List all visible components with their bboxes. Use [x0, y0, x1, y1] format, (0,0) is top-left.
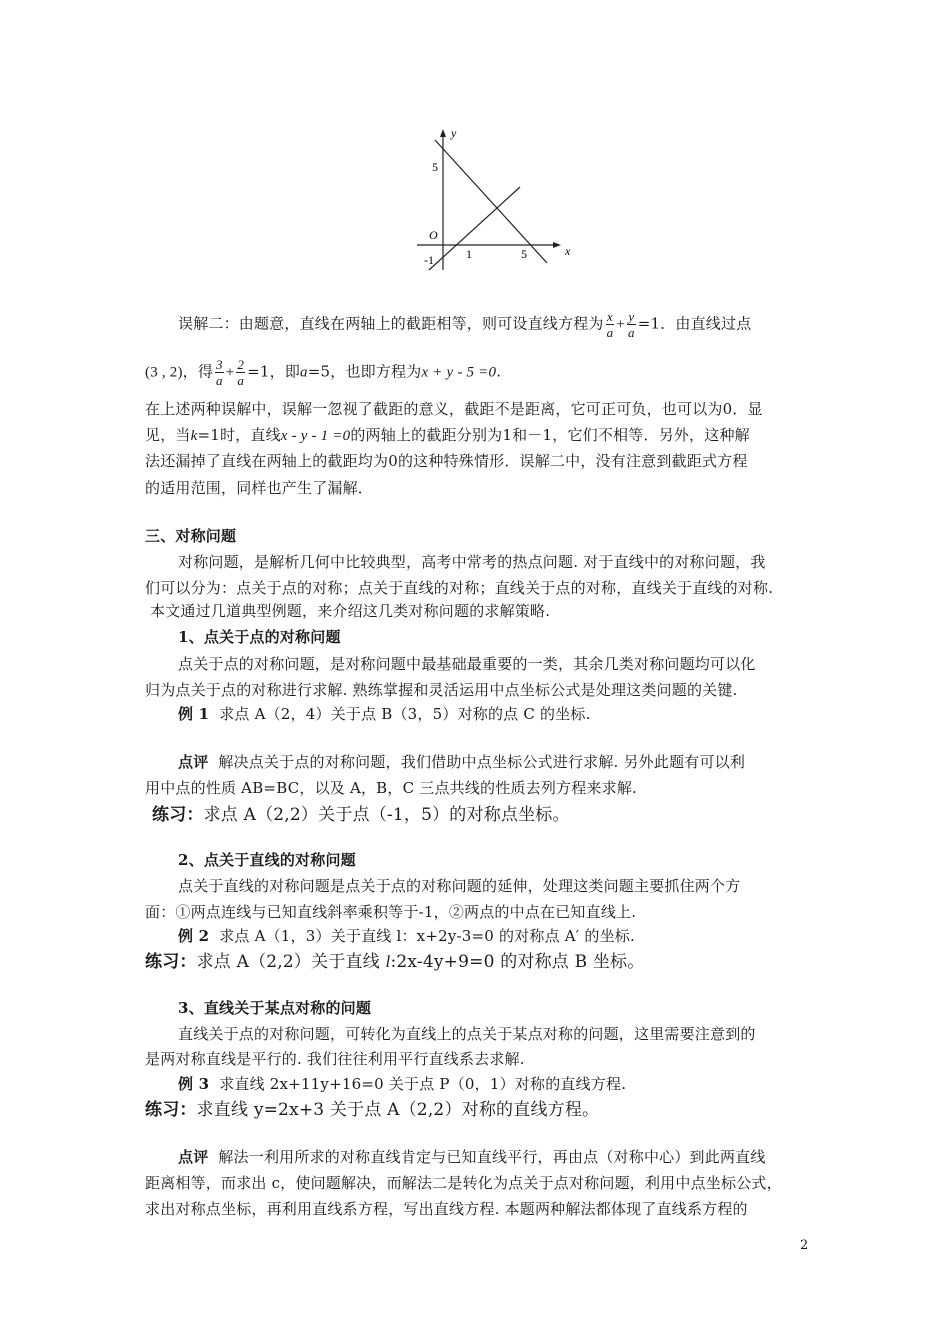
equation-x-y-5: x + y - 5 =0 [421, 364, 497, 381]
example3-text: 求直线 2x+11y+16=0 关于点 P（0，1）对称的直线方程. [219, 1075, 627, 1093]
sub2-heading: 2、点关于直线的对称问题 [178, 851, 356, 869]
plus-sign: + [616, 316, 625, 333]
var-k: k [190, 428, 198, 444]
example3-label: 例 3 [178, 1075, 210, 1093]
fraction-3-over-a [215, 357, 224, 388]
practice1 [152, 800, 570, 825]
frac-num: 2 [237, 357, 245, 372]
comment3-label: 点评 [178, 1148, 209, 1166]
wrong2-text6: . [496, 362, 502, 381]
wrong2-text4: =1，即 [247, 362, 301, 381]
analysis-text-b: =1时，直线 [197, 426, 281, 444]
analysis-line3: 法还漏掉了直线在两轴上的截距均为0的这种特殊情形．误解二中，没有注意到截距式方程 [145, 452, 748, 470]
wrong2-line2 [145, 357, 501, 388]
wrong2-text1: 误解二：由题意，直线在两轴上的截距相等，则可设直线方程为 [178, 314, 604, 333]
tick-y5: 5 [432, 160, 438, 174]
frac-den: a [627, 325, 635, 340]
sub2-p1: 点关于直线的对称问题是点关于点的对称问题的延伸，处理这类问题主要抓住两个方 [178, 877, 741, 895]
example1-label: 例 1 [178, 705, 210, 723]
plus-sign: + [225, 364, 235, 381]
practice2-text-a: 求点 A（2,2）关于直线 [196, 952, 386, 972]
comment1-line2: 用中点的性质 AB=BC，以及 A，B，C 三点共线的性质去列方程来求解. [145, 779, 638, 797]
sub1-heading: 1、点关于点的对称问题 [178, 628, 341, 646]
section3-heading: 三、对称问题 [145, 527, 237, 545]
frac-den: a [237, 373, 245, 388]
x-axis-arrow [553, 242, 561, 248]
section3-intro1: 对称问题，是解析几何中比较典型，高考中常考的热点问题. 对于直线中的对称问题，我 [178, 553, 766, 571]
practice1-text: 求点 A（2,2）关于点（-1，5）的对称点坐标。 [203, 805, 570, 825]
frac-num: x [606, 309, 613, 324]
fraction-2-over-a [236, 357, 245, 388]
analysis-text-a: 见，当 [145, 426, 191, 444]
comment3-line2: 距离相等，而求出 c，使问题解决，而解法二是转化为点关于点对称问题，利用中点坐标公式， [145, 1174, 782, 1192]
section3-intro2: 们可以分为：点关于点的对称；点关于直线的对称；直线关于点的对称，直线关于直线的对称. [145, 579, 774, 597]
var-a: a [300, 364, 308, 381]
var-l: l [385, 952, 391, 971]
equation-x-y-1: x - y - 1 =0 [280, 428, 351, 444]
comment1-line1 [178, 751, 745, 772]
wrong2-line1 [178, 309, 751, 340]
frac-num: 3 [216, 357, 223, 372]
fraction-x-over-a [606, 309, 615, 340]
comment3-line3: 求出对称点坐标，再利用直线系方程，写出直线方程. 本题两种解法都体现了直线系方程的 [145, 1200, 748, 1218]
practice2 [145, 947, 645, 972]
sub2-p2: 面：①两点连线与已知直线斜率乘积等于-1，②两点的中点在已知直线上. [145, 903, 637, 921]
analysis-line4: 的适用范围，同样也产生了漏解． [145, 479, 374, 497]
wrong2-text5: =5，也即方程为 [307, 362, 422, 381]
practice2-text-b: :2x-4y+9=0 的对称点 B 坐标。 [390, 952, 645, 972]
sub3-heading: 3、直线关于某点对称的问题 [178, 999, 372, 1017]
practice2-label: 练习： [145, 952, 197, 972]
example1-text: 求点 A（2，4）关于点 B（3，5）对称的点 C 的坐标. [219, 705, 591, 723]
frac-den: a [216, 373, 223, 388]
practice1-label: 练习： [152, 805, 204, 825]
example3 [178, 1073, 626, 1094]
sub3-p1: 直线关于点的对称问题，可转化为直线上的点关于某点对称的问题，这里需要注意到的 [178, 1025, 756, 1043]
tick-x5: 5 [521, 247, 527, 261]
analysis-line2 [145, 424, 750, 445]
sub1-p2: 归为点关于点的对称进行求解. 熟练掌握和灵活运用中点坐标公式是处理这类问题的关键. [145, 681, 738, 699]
analysis-text-c: 的两轴上的截距分别为1和－1，它们不相等．另外，这种解 [350, 426, 750, 444]
y-axis-arrow [440, 129, 446, 137]
example2 [178, 925, 635, 946]
x-axis-label: x [565, 244, 571, 258]
practice3-text: 求直线 y=2x+3 关于点 A（2,2）对称的直线方程。 [196, 1100, 600, 1120]
sub1-p1: 点关于点的对称问题，是对称问题中最基础最重要的一类，其余几类对称问题均可以化 [178, 655, 756, 673]
practice3-label: 练习： [145, 1100, 197, 1120]
frac-num: y [628, 309, 635, 324]
example1 [178, 703, 591, 724]
section3-intro3: 本文通过几道典型例题，来介绍这几类对称问题的求解策略. [150, 602, 551, 620]
example2-label: 例 2 [178, 927, 210, 945]
comment3-line1 [178, 1146, 766, 1167]
sub3-p2: 是两对称直线是平行的. 我们往往利用平行直线系去求解. [145, 1050, 525, 1068]
practice3 [145, 1095, 599, 1120]
wrong2-text2: =1．由直线过点 [637, 314, 752, 333]
analysis-line1: 在上述两种误解中，误解一忽视了截距的意义，截距不是距离，它可正可负，也可以为0．显 [145, 400, 763, 418]
tick-y-neg1: -1 [424, 253, 434, 267]
wrong2-text3: ，得 [182, 362, 214, 381]
comment1-text: 解决点关于点的对称问题，我们借助中点坐标公式进行求解. 另外此题有可以利 [218, 753, 746, 771]
example2-text: 求点 A（1，3）关于直线 l：x+2y-3=0 的对称点 A′ 的坐标. [219, 927, 635, 945]
page-number: 2 [800, 1238, 809, 1253]
origin-label: O [429, 228, 438, 242]
frac-den: a [606, 325, 614, 340]
y-axis-label: y [451, 126, 457, 140]
coordinate-graph [415, 125, 585, 275]
comment3-text: 解法一利用所求的对称直线肯定与已知直线平行，再由点（对称中心）到此两直线 [218, 1148, 766, 1166]
comment1-label: 点评 [178, 753, 209, 771]
point-3-2: (3 , 2) [145, 364, 183, 381]
fraction-y-over-a [627, 309, 636, 340]
tick-x1: 1 [466, 247, 472, 261]
